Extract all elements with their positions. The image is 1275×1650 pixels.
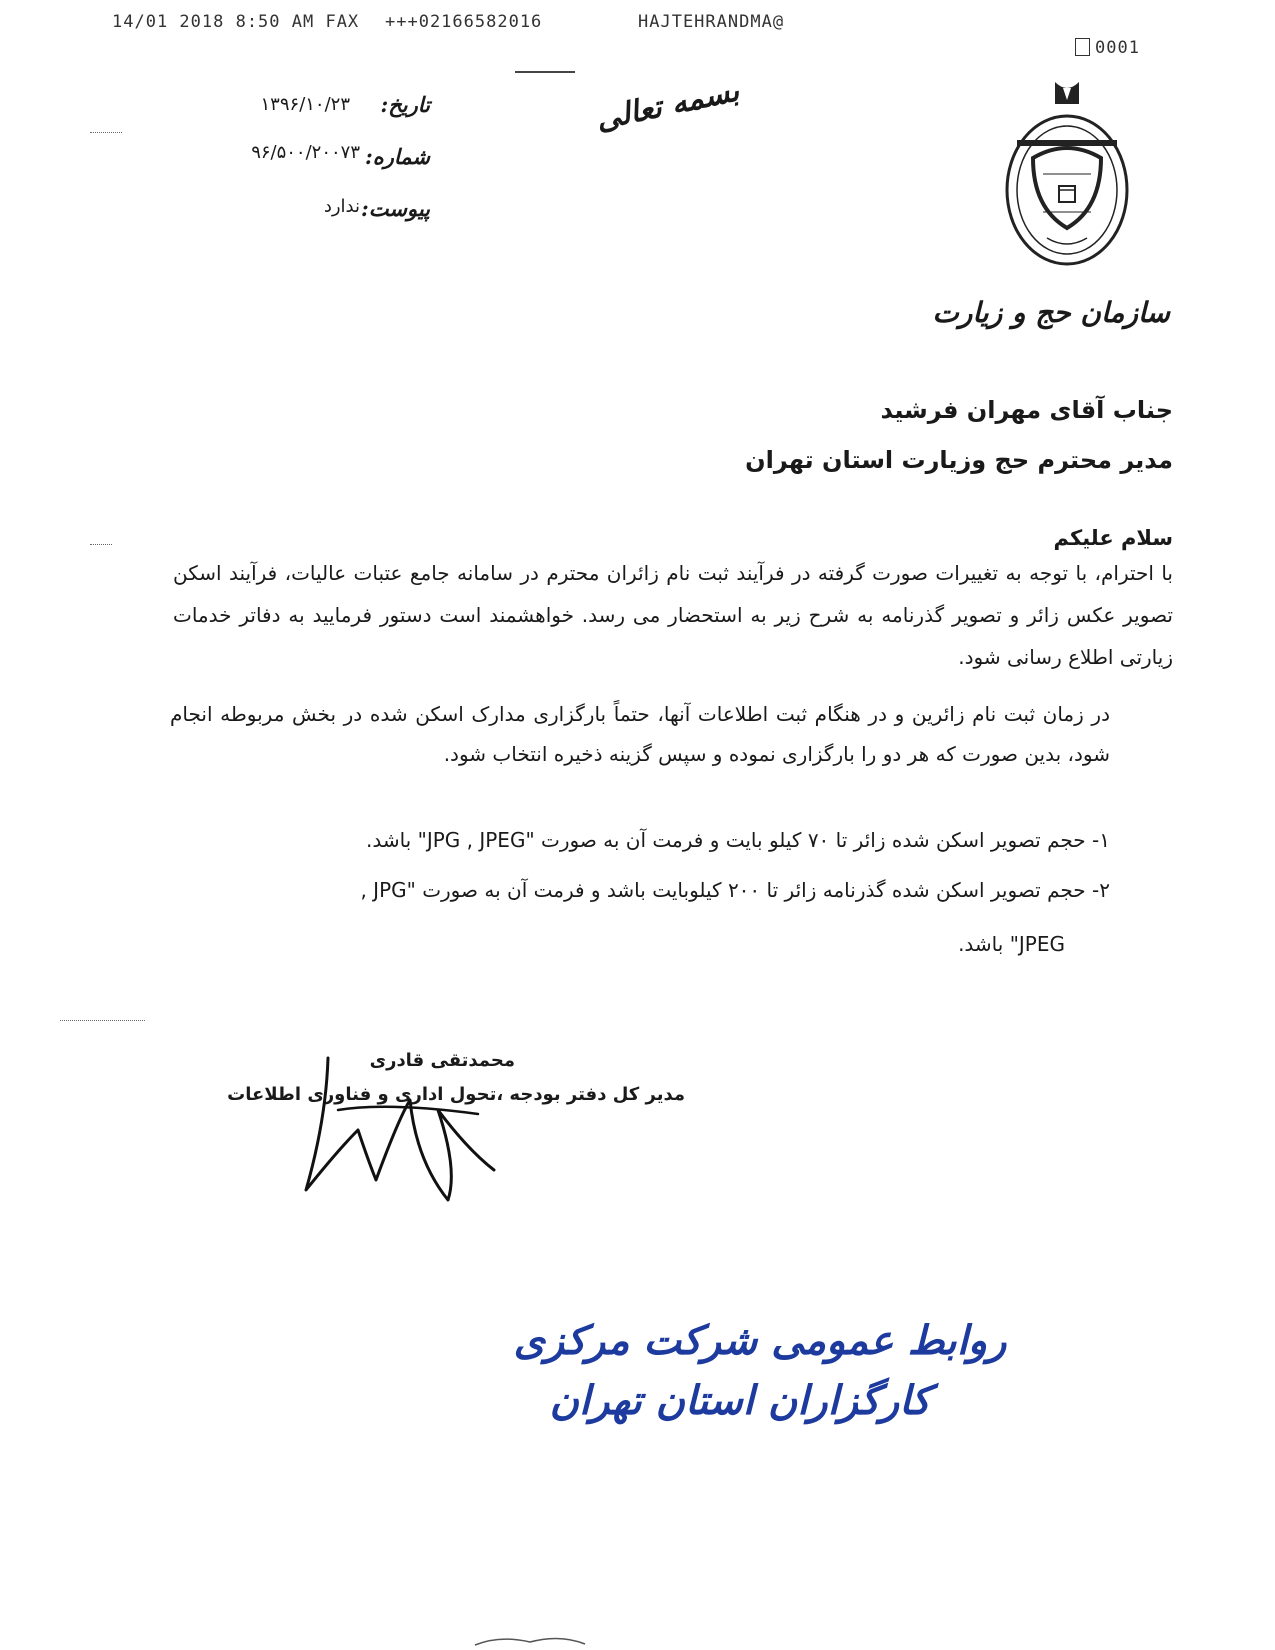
handwritten-signature-icon bbox=[298, 1040, 498, 1210]
attachment-value: ندارد bbox=[323, 196, 360, 217]
salutation: سلام علیکم bbox=[1053, 526, 1173, 550]
list-item-1: ۱- حجم تصویر اسکن شده زائر تا ۷۰ کیلو بایت و فرمت آن به صورت "JPG , JPEG" باشد. bbox=[365, 828, 1110, 852]
date-label: تاریخ: bbox=[380, 92, 430, 117]
fax-page-number: 0001 bbox=[1095, 38, 1140, 58]
signer-name: محمدتقی قادری bbox=[369, 1050, 515, 1071]
footer-watermark-line-2: کارگزاران استان تهران bbox=[549, 1378, 931, 1424]
list-item-2-line-1: ۲- حجم تصویر اسکن شده گذرنامه زائر تا ۲۰۰ کیلوبایت باشد و فرمت آن به صورت "JPG , bbox=[360, 878, 1110, 902]
invocation: بسمه تعالی bbox=[592, 73, 743, 138]
recipient-line-2: مدیر محترم حج وزیارت استان تهران bbox=[745, 446, 1173, 474]
body-paragraph-1: با احترام، با توجه به تغییرات صورت گرفته در فرآیند ثبت نام زائران محترم در سامانه جامع عتبات عالیات، فرآیند اسکن تصویر عکس زائر و تصویر گذرنامه به شرح زیر به استحضار می رسد. خواهشمند است دستور فرمایید به دفاتر خدمات زیارتی اطلاع رسانی شود. bbox=[173, 561, 1173, 669]
organization-name: سازمان حج و زیارت bbox=[932, 296, 1170, 329]
number-value: ۹۶/۵۰۰/۲۰۰۷۳ bbox=[251, 142, 360, 163]
hajj-organization-logo-icon bbox=[1003, 78, 1131, 268]
body-paragraph-2: در زمان ثبت نام زائرین و در هنگام ثبت اطلاعات آنها، حتماً بارگزاری مدارک اسکن شده در بخش مربوطه انجام شود، بدین صورت که هر دو را بارگزاری نموده و سپس گزینه ذخیره انتخاب شود. bbox=[170, 702, 1110, 766]
fax-sender-id: HAJTEHRANDMA@ bbox=[638, 12, 785, 32]
margin-mark bbox=[60, 1020, 145, 1021]
signer-title: مدیر کل دفتر بودجه ،تحول اداری و فناوری اطلاعات bbox=[227, 1084, 685, 1105]
date-value: ۱۳۹۶/۱۰/۲۳ bbox=[260, 94, 350, 115]
header-stroke bbox=[515, 71, 575, 73]
fax-datetime: 14/01 2018 8:50 AM FAX bbox=[112, 12, 360, 32]
footer-watermark-line-1: روابط عمومی شرکت مرکزی bbox=[513, 1318, 1007, 1364]
scan-residue bbox=[470, 1630, 590, 1650]
attachment-label: پیوست: bbox=[361, 196, 430, 221]
list-item-2-line-2: JPEG" باشد. bbox=[958, 932, 1065, 956]
page-icon bbox=[1075, 38, 1090, 56]
recipient-line-1: جناب آقای مهران فرشید bbox=[880, 396, 1173, 424]
margin-mark bbox=[90, 132, 122, 133]
number-label: شماره: bbox=[364, 144, 430, 169]
margin-mark bbox=[90, 544, 112, 545]
fax-from-number: +++02166582016 bbox=[385, 12, 543, 32]
